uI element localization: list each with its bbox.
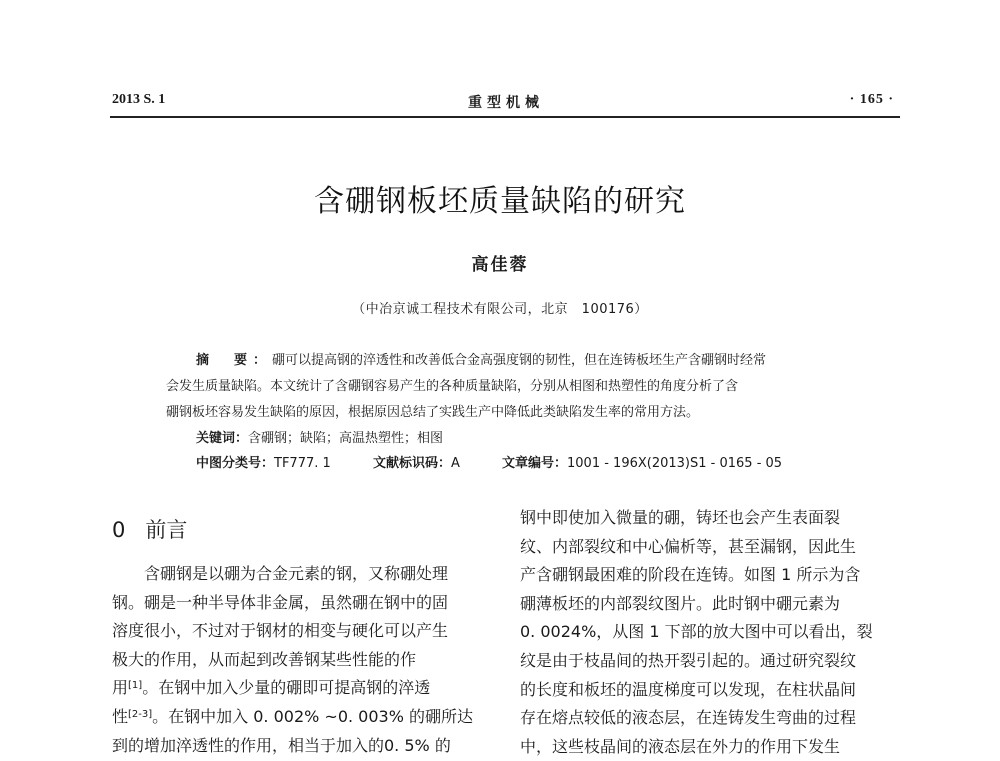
article-label: 文章编号： <box>502 456 568 471</box>
section-number: 0 <box>112 518 126 542</box>
doc-label: 文献标识码： <box>372 456 451 471</box>
paper-title: 含硼钢板坯质量缺陷的研究 <box>314 184 686 219</box>
body-line: 的长度和板坯的温度梯度可以发现，在柱状晶间 <box>520 679 857 699</box>
body-line <box>112 703 492 732</box>
body-line: 含硼钢是以硼为合金元素的钢，又称硼处理 <box>144 564 449 583</box>
body-line: 钢中即使加入微量的硼，铸坯也会产生表面裂 <box>520 508 841 527</box>
clc-value: TF777. 1 <box>274 456 331 471</box>
body-line: 纹是由于枝晶间的热开裂引起的。通过研究裂纹 <box>520 650 857 670</box>
section-title: 前言 <box>145 518 188 542</box>
citation: [2-3] <box>128 708 153 720</box>
clc-number <box>196 452 331 471</box>
keywords-label: 关键词： <box>196 431 249 446</box>
body-line: 溶度很小，不过对于钢材的相变与硬化可以产生 <box>112 621 449 641</box>
running-header <box>112 92 900 114</box>
body-line: 中，这些枝晶间的液态层在外力的作用下发生 <box>520 736 841 756</box>
body-text: 。在钢中加入 0. 002% ~0. 003% 的硼所达 <box>152 706 474 726</box>
document-code <box>373 452 460 471</box>
right-column <box>520 504 900 761</box>
body-line: 到的增加淬透性的作用，相当于加入的0. 5% 的 <box>112 735 451 755</box>
article-number <box>502 452 782 471</box>
body-text: 。在钢中加入少量的硼即可提高钢的淬透 <box>142 678 431 698</box>
doc-value: A <box>450 456 460 471</box>
abstract-text: 硼可以提高钢的淬透性和改善低合金高强度钢的韧性，但在连铸板坯生产含硼钢时经常 <box>272 353 767 368</box>
author-affiliation: （中冶京诚工程技术有限公司，北京 100176） <box>352 302 648 317</box>
body-text: 用 <box>112 678 129 698</box>
abstract-label: 摘 要： <box>196 353 273 368</box>
keywords-line <box>166 426 854 452</box>
body-line: 钢。硼是一种半导体非金属，虽然硼在钢中的固 <box>112 592 449 612</box>
clc-label: 中图分类号： <box>196 456 275 471</box>
body-line: 硼薄板坯的内部裂纹图片。此时钢中硼元素为 <box>520 593 841 613</box>
abstract-line: 会发生质量缺陷。本文统计了含硼钢容易产生的各种质量缺陷，分别从相图和热塑性的角度分析了含 <box>166 379 739 394</box>
keywords-value: 含硼钢；缺陷；高温热塑性；相图 <box>248 431 444 446</box>
citation: [1] <box>128 680 143 692</box>
author-name: 高佳蓉 <box>471 255 529 275</box>
left-column <box>112 560 492 760</box>
issue-number: 2013 S. 1 <box>112 92 166 107</box>
body-line: 纹、内部裂纹和中心偏析等，甚至漏钢，因此生 <box>520 536 857 556</box>
article-value: 1001 - 196X(2013)S1 - 0165 - 05 <box>567 456 783 471</box>
body-line: 极大的作用，从而起到改善钢某些性能的作 <box>112 649 417 669</box>
body-text: 性 <box>112 706 129 726</box>
classification-row <box>196 452 876 471</box>
page-number: · 165 · <box>849 92 894 107</box>
header-rule <box>110 116 900 118</box>
body-line: 0. 0024%，从图 1 下部的放大图中可以看出，裂 <box>520 622 873 642</box>
body-line <box>112 674 492 703</box>
journal-name: 重型机械 <box>468 96 544 111</box>
body-line: 存在熔点较低的液态层，在连铸发生弯曲的过程 <box>520 708 857 728</box>
body-line: 产含硼钢最困难的阶段在连铸。如图 1 所示为含 <box>520 565 861 585</box>
abstract <box>166 348 854 452</box>
section-heading <box>112 514 187 544</box>
abstract-line <box>166 348 854 374</box>
abstract-line: 硼钢板坯容易发生缺陷的原因，根据原因总结了实践生产中降低此类缺陷发生率的常用方法。 <box>166 405 700 420</box>
